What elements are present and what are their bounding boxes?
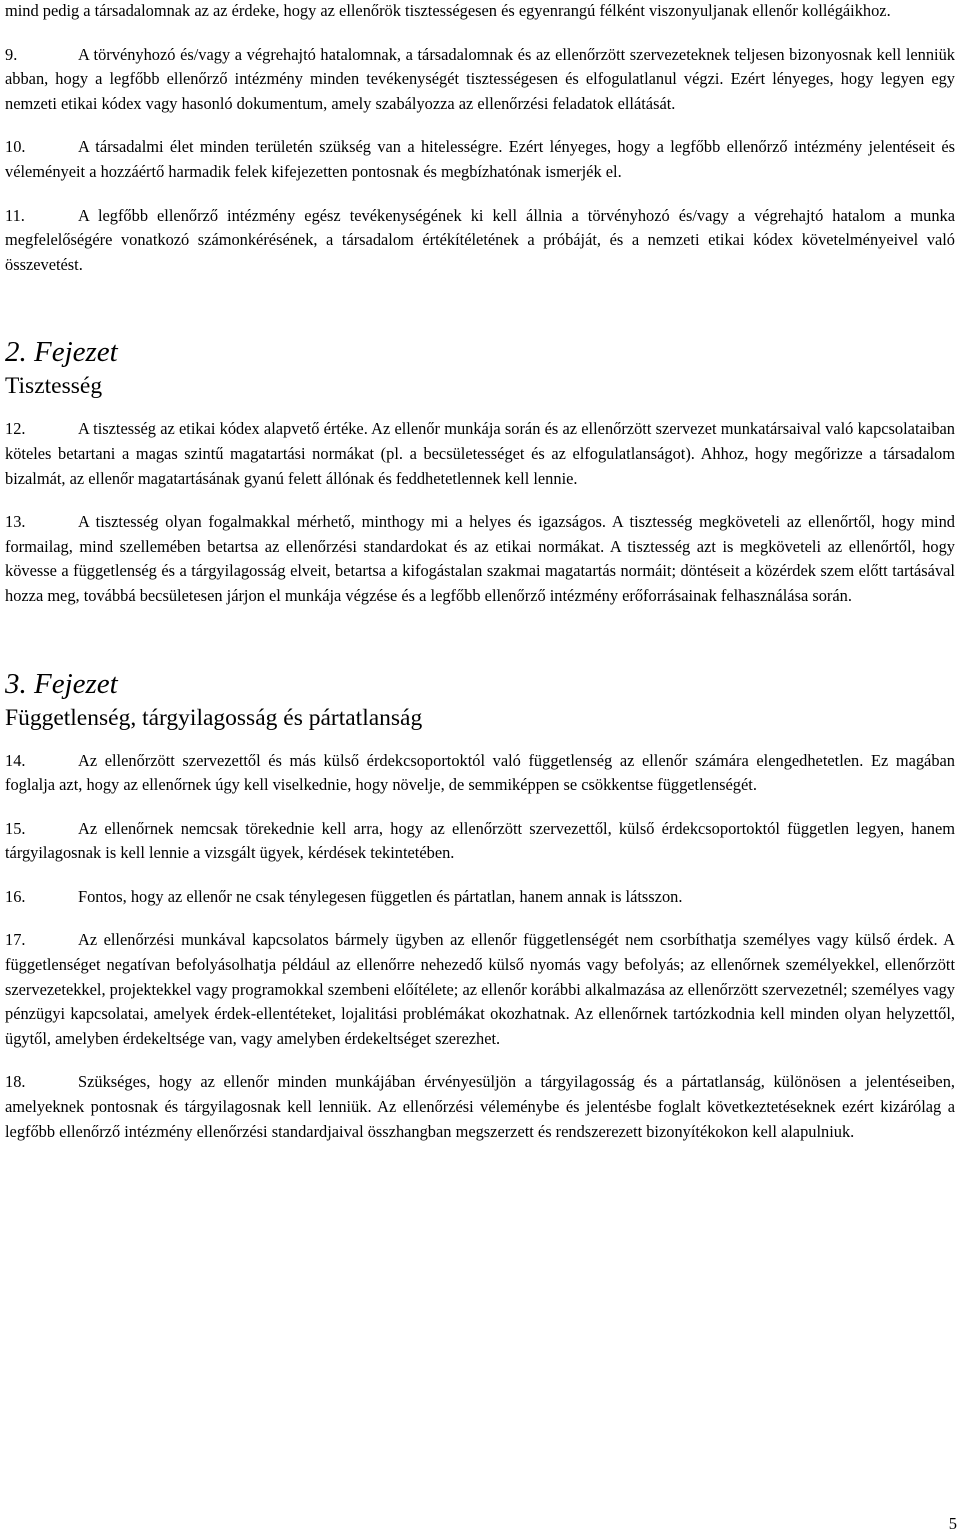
paragraph-number: 15. [5,818,26,838]
paragraph-number: 12. [5,419,26,439]
paragraph-14 [5,749,955,798]
paragraph-text: A legfőbb ellenőrző intézmény egész tevékenységének ki kell állnia a törvényhozó és/vagy a végrehajtó hatalom a munka megfelelőségére vonatkozó számonkérésének, a társadalom értékítéletének a próbáját, és a nemzeti etikai kódex követelményeivel való összevetést. [5,205,955,274]
page-number: 5 [948,1514,957,1533]
paragraph-text: Szükséges, hogy az ellenőr minden munkájában érvényesüljön a tárgyilagosság és a pártatlanság, különösen a jelentéseiben, amelyeknek pontosnak és tárgyilagosnak kell lenniük. Az ellenőrzési véleménybe és jelentésbe foglalt következtetéseknek ezért kizárólag a legfőbb ellenőrző intézmény ellenőrzési standardjaival összhangban megszerzett és rendszerezett bizonyítékokon kell alapulniuk. [5,1072,955,1141]
paragraph-10 [5,135,955,184]
paragraph-text: A tisztesség az etikai kódex alapvető értéke. Az ellenőr munkája során és az ellenőrzött szervezet munkatársaival való kapcsolataiban köteles betartani a magas szintű magatartási normákat (pl. a becsületességet és az elfogulatlanságot). Ahhoz, hogy megőrizze a társadalom bizalmát, az ellenőr magatartásának gyanú felett állónak és feddhetetlennek kell lennie. [5,419,955,488]
paragraph-text: A törvényhozó és/vagy a végrehajtó hatalomnak, a társadalomnak és az ellenőrzött szervezeteknek teljesen bizonyosnak kell lenniük abban, hogy a legfőbb ellenőrző intézmény minden tevékenységét tisztességesen és elfogulatlanul végzi. Ezért lényeges, hogy legyen egy nemzeti etikai kódex vagy hasonló dokumentum, amely szabályozza az ellenőrzési feladatok ellátását. [5,44,955,113]
paragraph-number: 14. [5,750,26,770]
paragraph-text: Az ellenőrzési munkával kapcsolatos bármely ügyben az ellenőr függetlenségét nem csorbíthatja személyes vagy külső érdek. A függetlenséget negatívan befolyásolhatja például az ellenőrre nehezedő külső nyomás vagy befolyás; az ellenőrnek személyekkel, ellenőrzött szervezetekkel, projektekkel vagy programokkal szembeni előítélete; az ellenőr korábbi alkalmazása az ellenőrzött szervezetnél; személyes vagy pénzügyi kapcsolatai, amelyek érdek-ellentéteket, lojalitási problémákat okozhatnak. Az ellenőrnek tartózkodnia kell minden olyan helyzettől, ügytől, amelyben érdekeltsége van, vagy amelyben érdekeltséget szerezhet. [5,930,955,1048]
paragraph-number: 17. [5,930,26,950]
paragraph-text: A tisztesség olyan fogalmakkal mérhető, minthogy mi a helyes és igazságos. A tisztesség megköveteli az ellenőrtől, hogy mind formailag, mind szellemében betartsa az ellenőrzési standardokat és az etikai normákat. A tisztesség azt is megköveteli az ellenőrtől, hogy kövesse a függetlenség és a tárgyilagosság elveit, betartsa a kifogástalan szakmai magatartás normáit; döntéseit a közérdek szem előtt tartásával hozza meg, továbbá becsületesen járjon el munkája végzése és a legfőbb ellenőrző intézmény erőforrásainak felhasználása során. [5,512,955,605]
paragraph-11 [5,204,955,278]
paragraph-18 [5,1070,955,1144]
paragraph-text: A társadalmi élet minden területén szükség van a hitelességre. Ezért lényeges, hogy a legfőbb ellenőrző intézmény jelentéseit és véleményeit a hozzáértő harmadik felek kifejezetten pontosnak és megbízhatónak ismerjék el. [5,137,955,181]
chapter-3-title: Függetlenség, tárgyilagosság és pártatlanság [5,704,423,731]
paragraph-number: 11. [5,205,25,225]
chapter-2-heading: 2. Fejezet [5,336,118,369]
paragraph-number: 16. [5,886,26,906]
paragraph-number: 13. [5,512,26,532]
paragraph-text: Fontos, hogy az ellenőr ne csak ténylegesen független és pártatlan, hanem annak is látsszon. [78,886,683,906]
intro-text: mind pedig a társadalomnak az az érdeke, hogy az ellenőrök tisztességesen és egyenrangú félként viszonyuljanak ellenőr kollégáikhoz. [5,1,891,20]
paragraph-13 [5,510,955,608]
chapter-3-heading: 3. Fejezet [5,667,118,700]
paragraph-16 [5,885,955,910]
paragraph-number: 9. [5,44,18,64]
chapter-2-title: Tisztesség [5,373,103,400]
paragraph-text: Az ellenőrnek nemcsak törekednie kell arra, hogy az ellenőrzött szervezettől, külső érdekcsoportoktól független legyen, hanem tárgyilagosnak is kell lennie a vizsgált ügyek, kérdések tekintetében. [5,818,955,863]
paragraph-15 [5,817,955,866]
paragraph-number: 18. [5,1072,26,1092]
paragraph-text: Az ellenőrzött szervezettől és más külső érdekcsoportoktól való függetlenség az ellenőr számára elengedhetetlen. Ez magában foglalja azt, hogy az ellenőrnek úgy kell viselkednie, hogy növelje, de semmiképpen se csökkentse függetlenségét. [5,750,955,795]
paragraph-17 [5,928,955,1051]
paragraph-12 [5,417,955,491]
paragraph-number: 10. [5,137,26,157]
document-page [5,0,955,1144]
paragraph-9 [5,43,955,117]
